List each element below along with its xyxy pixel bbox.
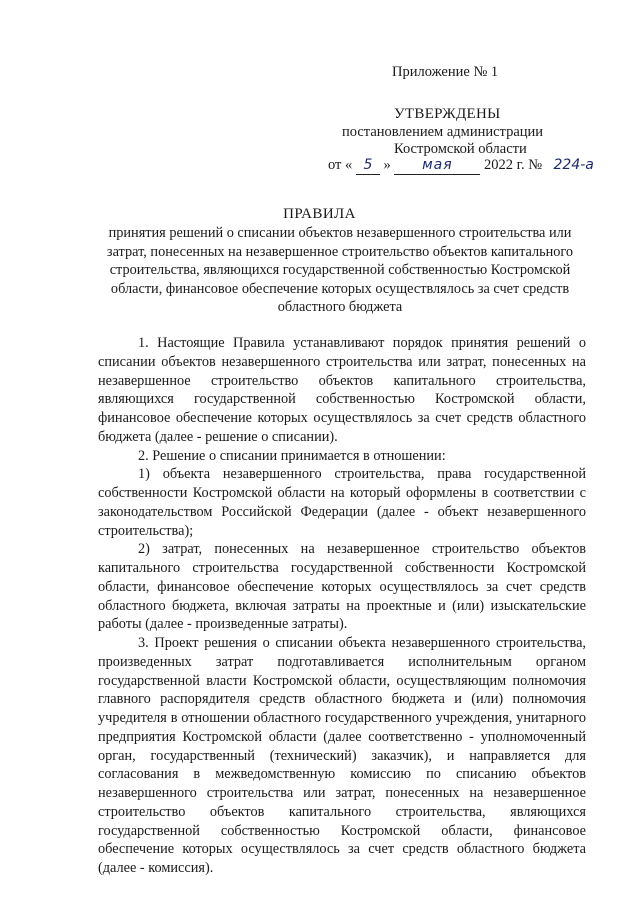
paragraph: 2. Решение о списании принимается в отношении:: [138, 447, 446, 464]
paragraph: 2) затрат, понесенных на незавершенное строительство объектов капитального строительства государственной собственности Костромской области, финансовое обеспечение которых осуществлялось за счет средств областного бюджета, включая затраты на проектные и (или) изыскательские работы (далее - произведенные затраты).: [98, 541, 586, 633]
paragraph: 1) объекта незавершенного строительства, права государственной собственности Костромской области на который оформлены в соответствии с законодательством Российской Федерации (далее - объект незавершенного строительства);: [98, 466, 586, 539]
approved-by-text: постановлением администрации: [342, 124, 544, 140]
resolution-date-line: [328, 157, 602, 175]
handwritten-month: мая: [394, 158, 480, 175]
handwritten-day: 5: [356, 158, 380, 175]
approved-region-text: Костромской области: [394, 141, 527, 157]
appendix-label: Приложение № 1: [392, 64, 499, 80]
document-body: [98, 334, 586, 878]
date-mid: »: [383, 157, 391, 173]
date-prefix: от «: [328, 157, 353, 173]
handwritten-number: 224-а: [553, 157, 594, 173]
paragraph: 1. Настоящие Правила устанавливают порядок принятия решений о списании объектов незавершенного строительства или затрат, понесенных на незавершенное строительство объектов капитального строительства, являющихся государственной собственностью Костромской области, финансовое обеспечение которых осуществлялось за счет средств областного бюджета (далее - решение о списании).: [98, 335, 586, 445]
date-year-number-label: 2022 г. №: [484, 157, 543, 173]
document-title: ПРАВИЛА: [283, 206, 356, 222]
approved-heading: УТВЕРЖДЕНЫ: [394, 106, 501, 122]
document-subtitle: принятия решений о списании объектов незавершенного строительства или затрат, понесенных на незавершенное строительство объектов капитального строительства, являющихся государственной собственностью Костромской области, финансовое обеспечение которых осуществлялось за счет средств областного бюджета: [106, 225, 574, 316]
paragraph: 3. Проект решения о списании объекта незавершенного строительства, произведенных затрат подготавливается исполнительным органом государственной власти Костромской области, осуществляющим полномочия главного распорядителя средств областного бюджета и (или) полномочия учредителя в отношении областного государственного учреждения, унитарного предприятия Костромской области (далее соответственно - уполномоченный орган, государственный (технический) заказчик), и направляется для согласования в межведомственную комиссию по списанию объектов незавершенного строительства или затрат, понесенных на незавершенное строительство объектов капитального строительства, являющихся государственной собственностью Костромской области, финансовое обеспечение которых осуществлялось за счет средств областного бюджета (далее - комиссия).: [98, 635, 586, 876]
